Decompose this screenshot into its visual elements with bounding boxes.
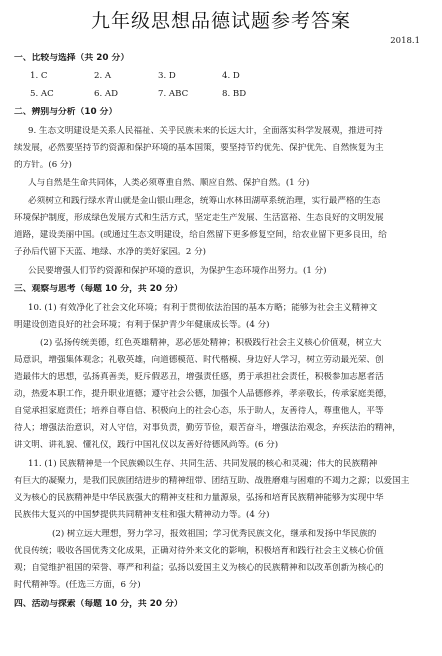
body-line: 必须树立和践行绿水青山就是金山银山理念，统筹山水林田湖草系统治理，实行最严格的生态 [28,196,381,206]
body-line: 的方针。(6 分) [14,160,72,170]
body-line: 续发展，必然要坚持节约资源和保护环境的基本国策，要坚持节约优先、保护优先、自然恢复为主 [14,143,384,153]
body-line: 造最伟大的思想，弘扬真善美，贬斥假恶丑，增强责任感，勇于承担社会责任，积极参加志愿者活 [14,372,384,382]
body-line: 义为核心的民族精神是中华民族强大的精神支柱和力量源泉，弘扬和培育民族精神能够为实现中华 [14,493,384,503]
mc-answer: 7. ABC [158,89,189,99]
mc-answer: 4. D [222,71,240,81]
body-line: 明建设创造良好的社会环境；有利于保护青少年健康成长等。(4 分) [14,320,270,330]
mc-answer: 1. C [30,71,48,81]
document-date: 2018.1 [390,36,420,46]
body-line: 有巨大的凝聚力，是我们民族团结进步的精神纽带、团结互助、战胜磨难与困难的不竭力之源；以爱国主 [14,476,410,486]
body-line: 自觉承担家庭责任；培养自尊自信、积极向上的社会心态，乐于助人，友善待人，尊重他人，平等 [14,406,384,416]
body-line: 时代精神等。(任选三方面，6 分) [14,580,141,590]
mc-answer: 6. AD [94,89,119,99]
body-line: 9. 生态文明建设是关系人民福祉、关乎民族未来的长远大计，全面落实科学发展观，推进可持 [28,126,383,136]
body-line: 10. (1) 有效净化了社会文化环境；有利于贯彻依法治国的基本方略；能够为社会主义精神文 [28,303,378,313]
body-line: (2) 树立远大理想，努力学习，报效祖国；学习优秀民族文化，继承和发扬中华民族的 [52,529,377,539]
section-heading-1: 一、比较与选择（共 20 分） [14,53,130,63]
mc-answer: 8. BD [222,89,247,99]
body-line: 道路，建设美丽中国。(或通过生态文明建设，给自然留下更多修复空间，给农业留下更多良田，给 [14,230,387,240]
body-line: 优良传统；吸收各国优秀文化成果，正确对待外来文化的影响，积极培育和践行社会主义核心价值 [14,546,384,556]
body-line: 观；自觉维护祖国的荣誉、尊严和利益；弘扬以爱国主义为核心的民族精神和以改革创新为核心的 [14,563,384,573]
mc-answer-row-1 [30,71,442,82]
document-title: 九年级思想品德试题参考答案 [90,10,351,32]
body-line: 人与自然是生命共同体，人类必须尊重自然、顺应自然、保护自然。(1 分) [28,178,310,188]
body-line: 子孙后代留下天蓝、地绿、水净的美好家园。2 分) [14,247,207,257]
body-line: 讲文明、讲礼貌、懂礼仪，践行中国礼仪以友善好待德风尚等。(6 分) [14,440,279,450]
body-line: 待人；增强法治意识，对人守信，对事负责，勤劳节俭，艰苦奋斗，增强法治观念，弃疾法治的精神， [14,423,401,433]
body-line: (2) 弘扬传统美德，红色英雄精神，恶必惩处精神；积极践行社会主义核心价值观，树立大 [40,338,382,348]
body-line: 动，热爱本职工作，提升职业道德；遵守社会公德，加强个人品德修养，孝亲敬长，传承家庭美德， [14,389,393,399]
body-line: 民族伟大复兴的中国梦提供共同精神支柱和强大精神动力等。(4 分) [14,510,270,520]
body-line: 局意识，增强集体观念；礼敬英雄，向道德模范、时代楷模、身边好人学习，树立劳动最光荣、创 [14,355,384,365]
mc-answer: 2. A [94,71,112,81]
body-line: 公民要增强人们节约资源和保护环境的意识，为保护生态环境作出努力。(1 分) [28,266,327,276]
section-heading-2: 二、辨别与分析（10 分） [14,107,118,117]
section-heading-4: 四、活动与探索（每题 10 分，共 20 分） [14,599,183,609]
mc-answer-row-2 [30,89,442,100]
body-line: 环境保护制度，形成绿色发展方式和生活方式，坚定走生产发展、生活富裕、生态良好的文明发展 [14,213,384,223]
mc-answer: 5. AC [30,89,54,99]
body-line: 11. (1) 民族精神是一个民族赖以生存、共同生活、共同发展的核心和灵魂；伟大的民族精神 [28,459,378,469]
section-heading-3: 三、观察与思考（每题 10 分，共 20 分） [14,284,183,294]
mc-answer: 3. D [158,71,176,81]
